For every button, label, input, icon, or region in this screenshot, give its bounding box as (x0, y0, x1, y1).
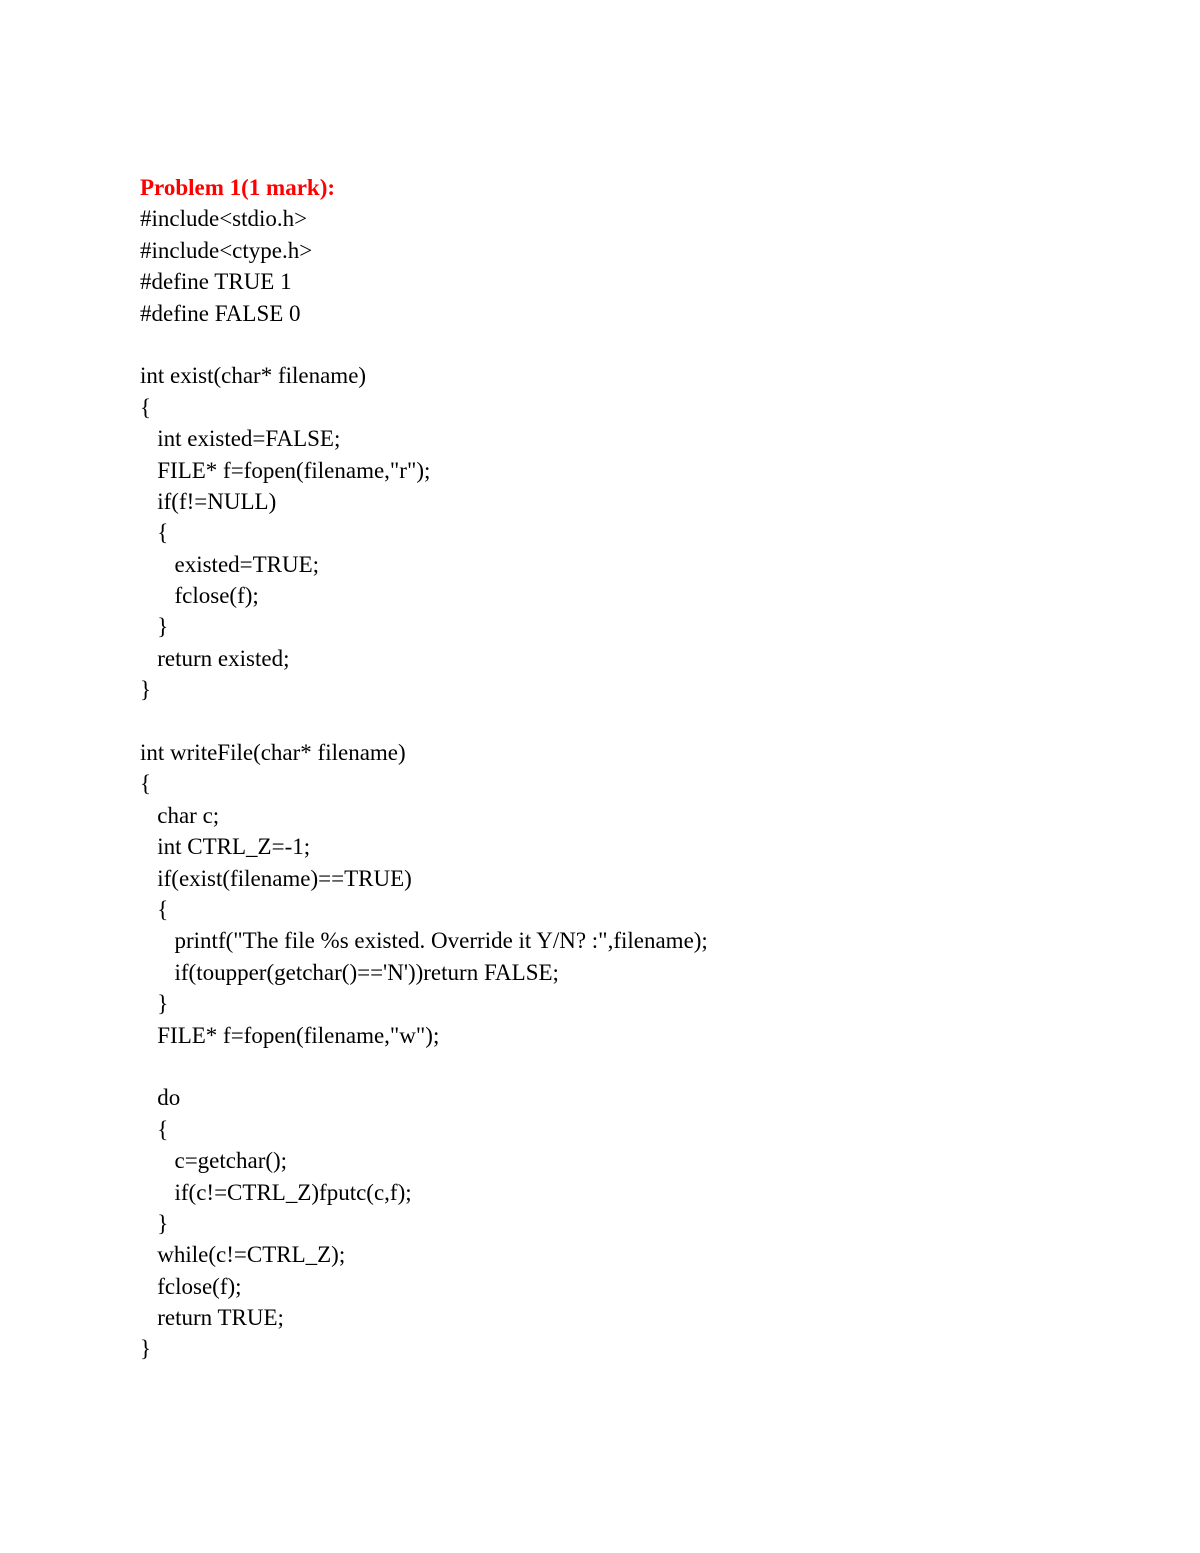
code-line: { (140, 896, 169, 922)
code-line: c=getchar(); (140, 1148, 288, 1174)
code-line: while(c!=CTRL_Z); (140, 1242, 346, 1268)
code-line: } (140, 1336, 152, 1362)
code-line: { (140, 520, 169, 546)
code-line: return TRUE; (140, 1305, 284, 1331)
code-line: FILE* f=fopen(filename,"w"); (140, 1022, 440, 1048)
code-line: #include<stdio.h> (140, 206, 308, 232)
code-line: int writeFile(char* filename) (140, 740, 406, 766)
code-line: char c; (140, 802, 220, 828)
code-line: do (140, 1085, 181, 1111)
code-line: printf("The file %s existed. Override it Y/N? :",filename); (140, 928, 708, 954)
code-line: } (140, 991, 169, 1017)
code-line: if(exist(filename)==TRUE) (140, 865, 412, 891)
code-line (140, 1051, 1140, 1082)
code-line: } (140, 677, 152, 703)
code-line: fclose(f); (140, 1273, 242, 1299)
code-line: existed=TRUE; (140, 551, 320, 577)
code-line (140, 706, 1140, 737)
code-line: { (140, 394, 152, 420)
code-line: if(toupper(getchar()=='N'))return FALSE; (140, 959, 559, 985)
code-line: { (140, 771, 152, 797)
document-body (140, 172, 1140, 1365)
code-line: int CTRL_Z=-1; (140, 834, 311, 860)
code-line: return existed; (140, 645, 290, 671)
problem-title: Problem 1(1 mark): (140, 175, 336, 200)
code-line (140, 329, 1140, 360)
code-line: } (140, 1210, 169, 1236)
code-line: FILE* f=fopen(filename,"r"); (140, 457, 431, 483)
code-line: int existed=FALSE; (140, 426, 341, 452)
code-line: int exist(char* filename) (140, 363, 367, 389)
code-listing (140, 203, 1140, 1364)
code-line: } (140, 614, 169, 640)
code-line: fclose(f); (140, 583, 259, 609)
code-line: { (140, 1116, 169, 1142)
code-line: #define FALSE 0 (140, 300, 301, 326)
code-line: #include<ctype.h> (140, 237, 313, 263)
code-line: if(c!=CTRL_Z)fputc(c,f); (140, 1179, 412, 1205)
code-line: if(f!=NULL) (140, 488, 277, 514)
code-line: #define TRUE 1 (140, 269, 292, 295)
